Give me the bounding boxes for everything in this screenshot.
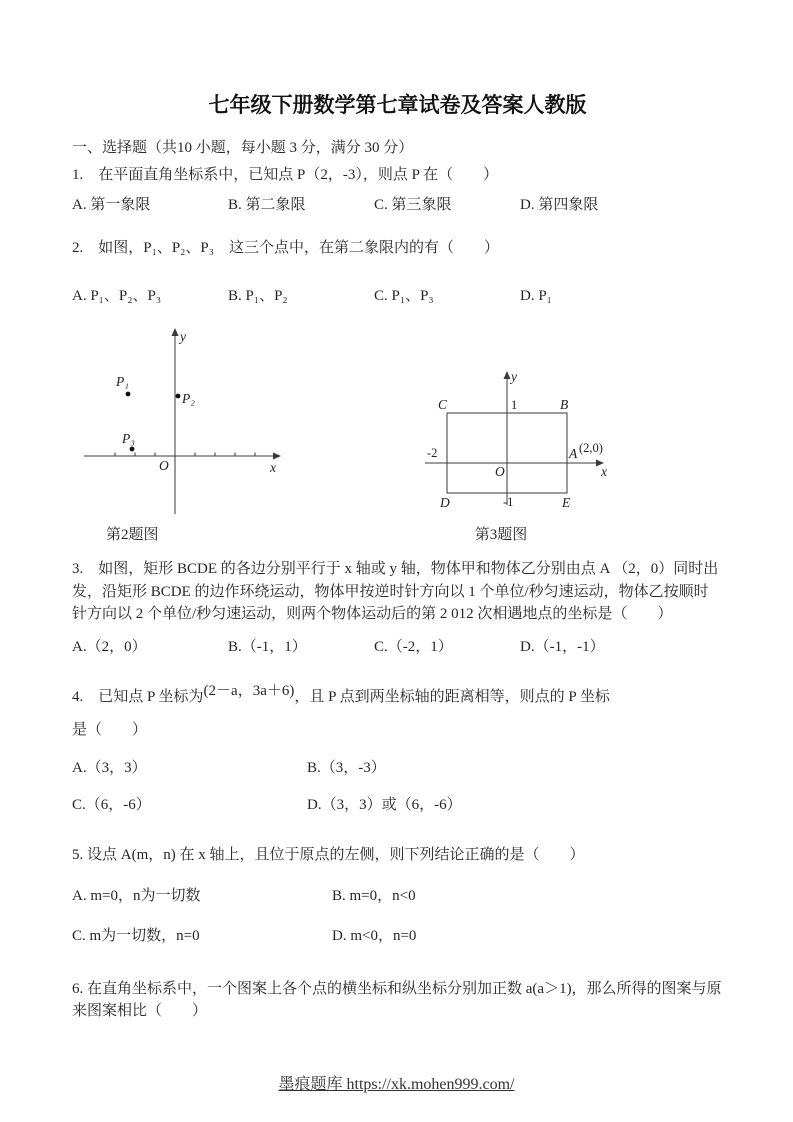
x-axis-label: x [601,463,607,479]
question-3-options [72,636,723,659]
point-a-label: A [569,445,578,461]
question-6-stem: 6. 在直角坐标系中，一个图案上各个点的横坐标和纵坐标分别加正数 a(a＞1)，那么所得的图案与原来图案相比（ ） [72,980,722,1020]
origin-label: O [159,457,169,473]
question-5-stem: 5. 设点 A(m，n) 在 x 轴上，且位于原点的左侧，则下列结论正确的是（ ） [72,847,585,864]
q4-stem-prefix: 4. 已知点 P 坐标为 [72,689,204,706]
y-axis-label: y [180,328,186,344]
question-2-stem: 2. 如图，P₁、P₂、P₃ 这三个点中，在第二象限内的有（ ） [72,239,499,256]
question-5-options [72,885,723,948]
y-tick-1: 1 [511,397,518,412]
q1-option-c: C. 第三象限 [374,197,452,214]
q2-option-c: C. P₁、P₃ [374,288,434,305]
q4-option-b: B.（3，-3） [307,760,386,777]
figure-q2-caption: 第2题图 [106,526,159,543]
q3-coordinate-plane [415,365,615,520]
point-p1-label: P₁ [116,373,129,389]
q1-option-b: B. 第二象限 [228,197,306,214]
q2-coordinate-plane [80,324,285,520]
q5-option-a: A. m=0，n为一切数 [72,887,201,904]
axes [84,334,274,514]
question-1-stem: 1. 在平面直角坐标系中，已知点 P（2，-3），则点 P 在（ ） [72,166,499,183]
point-p3-label: P₃ [122,430,135,446]
x-tick-neg2: -2 [427,445,438,460]
corner-c-label: C [438,396,448,412]
corner-b-label: B [560,396,569,412]
q3-option-c: C.（-2，1） [374,638,453,655]
q1-option-a: A. 第一象限 [72,197,151,214]
footer [0,1071,793,1094]
q4-option-a: A.（3，3） [72,760,147,777]
q4-formula: (2－a，3a＋6) [203,683,295,700]
q3-option-a: A.（2，0） [72,638,147,655]
page-title: 七年级下册数学第七章试卷及答案人教版 [208,93,587,117]
q2-option-a: A. P₁、P₂、P₃ [72,288,162,305]
axes-and-rectangle [425,377,598,505]
section-header: 一、选择题（共10 小题，每小题 3 分，满分 30 分） [72,140,414,157]
question-2-options [72,285,723,308]
figures-row [72,324,723,547]
figure-q2 [80,324,285,547]
q2-option-b: B. P₁、P₂ [228,288,288,305]
y-axis-label: y [511,368,517,384]
corner-e-label: E [562,494,571,510]
q4-stem-suffix: ，且 P 点到两坐标轴的距离相等，则点的 P 坐标 [294,689,610,706]
y-tick-neg1: -1 [503,494,514,509]
corner-d-label: D [440,494,450,510]
q4-option-c: C.（6，-6） [72,796,151,813]
q3-option-d: D.（-1，-1） [520,638,605,655]
q5-option-d: D. m<0，n=0 [332,928,417,945]
figure-q3 [415,365,615,547]
x-axis-label: x [270,459,276,475]
q5-option-b: B. m=0，n<0 [332,887,416,904]
question-3-stem: 3. 如图，矩形 BCDE 的各边分别平行于 x 轴或 y 轴，物体甲和物体乙分别由点 A （2，0）同时出发，沿矩形 BCDE 的边作环绕运动，物体甲按逆时针方向以 1 个单位/秒匀速运动，物体乙按顺时针方向以 2 个单位/秒匀速运动，则两个物体运动后的第 2 012 次相遇地点的坐标是（ ） [72,561,719,623]
figure-q3-caption: 第3题图 [474,526,528,543]
footer-link[interactable]: 墨痕题库 https://xk.mohen999.com/ [278,1076,515,1093]
question-4-options [72,757,723,816]
q2-option-d: D. P₁ [520,288,552,305]
origin-label: O [495,463,505,479]
point-p2-label: P₂ [182,390,195,406]
q5-option-c: C. m为一切数，n=0 [72,928,200,945]
question-4-stem-line2: 是（ ） [72,721,148,738]
question-1-options [72,194,723,217]
q3-option-b: B.（-1，1） [228,638,307,655]
q4-option-d: D.（3，3）或（6，-6） [307,796,462,813]
question-4-stem [72,683,723,709]
q1-option-d: D. 第四象限 [520,197,599,214]
point-a-coordinates: (2,0) [579,440,603,455]
